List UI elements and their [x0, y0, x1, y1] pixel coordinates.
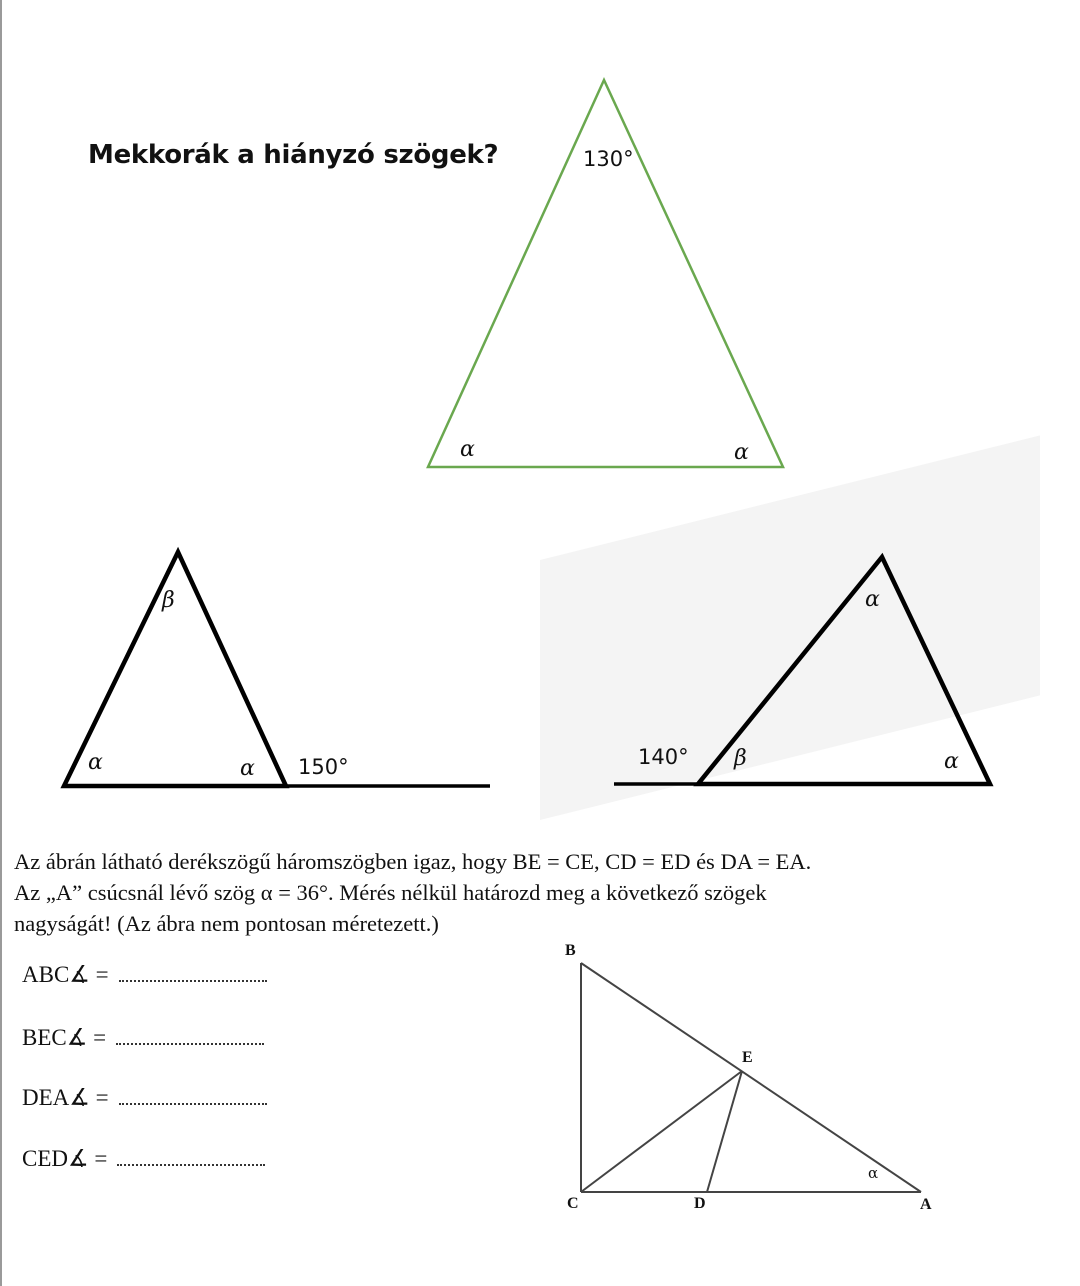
answer-bec — [22, 1025, 264, 1051]
green-triangle — [428, 80, 783, 467]
vertex-E-label: E — [742, 1049, 753, 1066]
answer-ced — [22, 1146, 265, 1172]
fig3-exterior-angle-label: 140° — [638, 745, 689, 769]
segment-DE — [707, 1071, 742, 1192]
answer-dea — [22, 1085, 267, 1111]
fig4-alpha-label: α — [868, 1164, 879, 1182]
vertex-B-label: B — [565, 942, 576, 959]
answer-dea-label: DEA∡ = — [22, 1085, 109, 1110]
fig2-top-angle-label: β — [162, 588, 175, 613]
segment-CE — [581, 1071, 742, 1192]
answer-abc-blank[interactable] — [119, 966, 267, 982]
answer-dea-blank[interactable] — [119, 1089, 267, 1105]
fig3-left-angle-label: β — [734, 746, 747, 771]
fig2-right-angle-label: α — [240, 756, 255, 781]
fig3-top-angle-label: α — [865, 587, 880, 612]
vertex-C-label: C — [567, 1195, 579, 1212]
problem-line-3: nagyságát! (Az ábra nem pontosan méretezett.) — [14, 911, 439, 936]
vertex-D-label: D — [694, 1195, 706, 1212]
answer-bec-blank[interactable] — [116, 1029, 264, 1045]
apex-angle-label: 130° — [583, 147, 634, 171]
fig2-left-angle-label: α — [88, 750, 103, 775]
answer-ced-blank[interactable] — [117, 1150, 265, 1166]
page-title: Mekkorák a hiányzó szögek? — [88, 140, 499, 170]
problem-line-2: Az „A” csúcsnál lévő szög α = 36°. Mérés nélkül határozd meg a következő szögek — [14, 880, 767, 905]
answer-bec-label: BEC∡ = — [22, 1025, 107, 1050]
fig2-exterior-angle-label: 150° — [298, 755, 349, 779]
vertex-A-label: A — [920, 1196, 932, 1213]
answer-abc — [22, 962, 267, 988]
fig3-right-angle-label: α — [944, 749, 959, 774]
side-BA — [581, 963, 921, 1192]
answer-abc-label: ABC∡ = — [22, 962, 109, 987]
problem-text — [14, 846, 1026, 939]
answer-ced-label: CED∡ = — [22, 1146, 108, 1171]
base-left-angle-label: α — [460, 437, 475, 462]
base-right-angle-label: α — [734, 440, 749, 465]
problem-line-1: Az ábrán látható derékszögű háromszögben igaz, hogy BE = CE, CD = ED és DA = EA. — [14, 849, 812, 874]
